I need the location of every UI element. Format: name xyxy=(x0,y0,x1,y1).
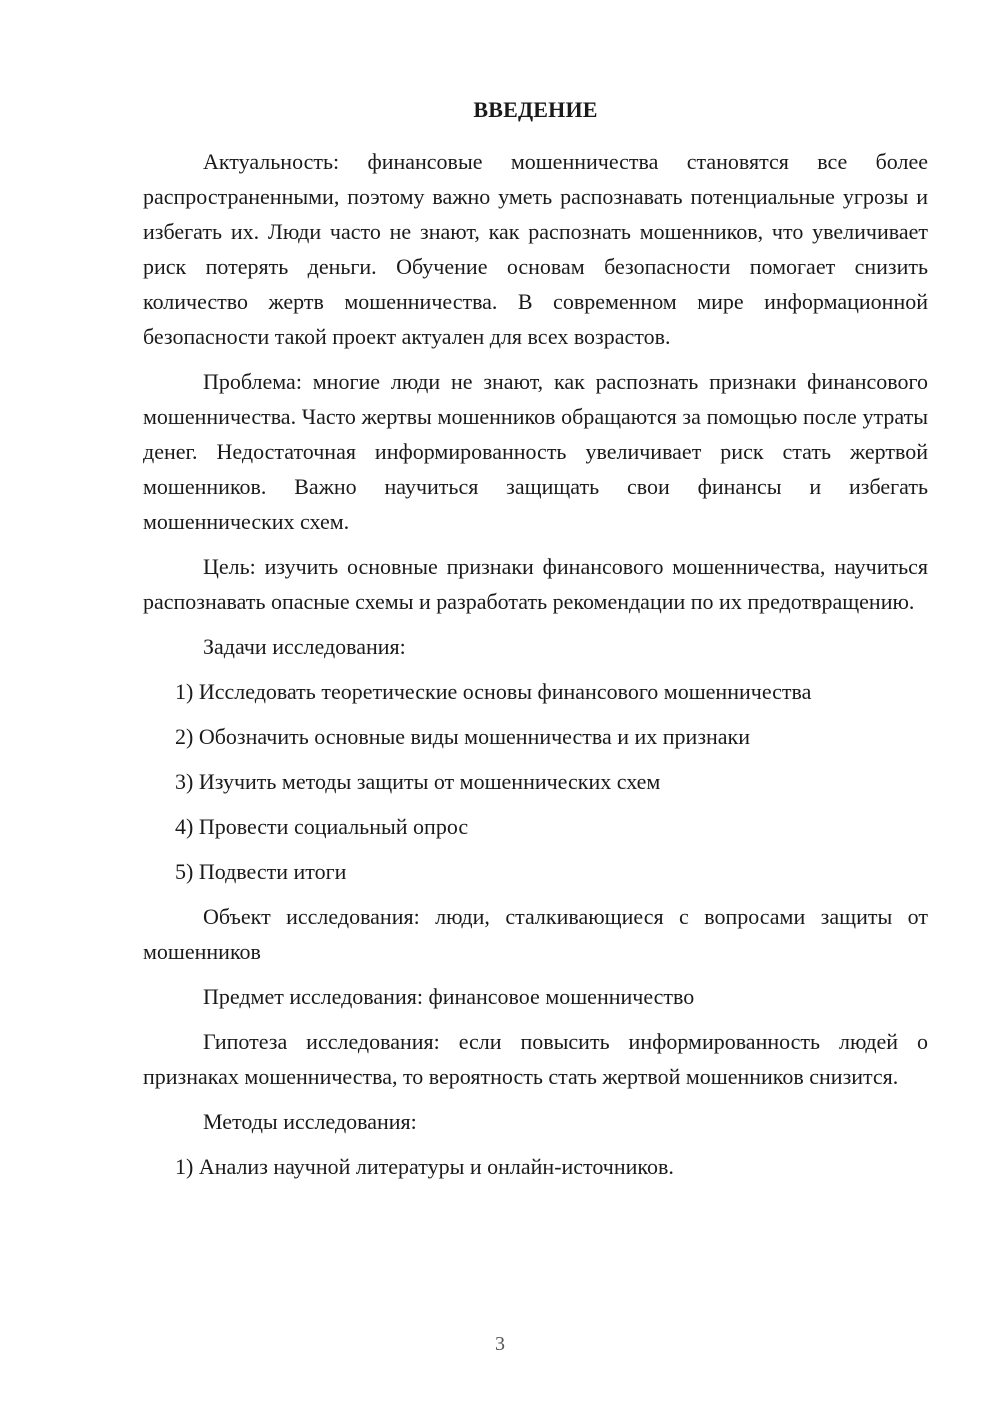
object-paragraph: Объект исследования: люди, сталкивающиеся с вопросами защиты от мошенников xyxy=(143,904,928,964)
methods-heading: Методы исследования: xyxy=(203,1109,417,1134)
methods-list xyxy=(143,1149,928,1184)
goal-paragraph: Цель: изучить основные признаки финансового мошенничества, научиться распознавать опасные схемы и разработать рекомендации по их предотвращению. xyxy=(143,554,928,614)
page-number: 3 xyxy=(495,1333,505,1355)
list-item: 4) Провести социальный опрос xyxy=(175,814,469,839)
document-page xyxy=(143,95,928,1194)
relevance-paragraph: Актуальность: финансовые мошенничества становятся все более распространенными, поэтому важно уметь распознавать потенциальные угрозы и избегать их. Люди часто не знают, как распознать мошенников, что увеличивает риск потерять деньги. Обучение основам безопасности помогает снизить количество жертв мошенничества. В современном мире информационной безопасности такой проект актуален для всех возрастов. xyxy=(143,149,928,349)
list-item: 1) Анализ научной литературы и онлайн-источников. xyxy=(175,1154,674,1179)
hypothesis-paragraph: Гипотеза исследования: если повысить информированность людей о признаках мошенничества, то вероятность стать жертвой мошенников снизится. xyxy=(143,1029,928,1089)
subject-paragraph: Предмет исследования: финансовое мошенничество xyxy=(203,984,695,1009)
list-item: 2) Обозначить основные виды мошенничества и их признаки xyxy=(175,724,751,749)
list-item: 1) Исследовать теоретические основы финансового мошенничества xyxy=(175,679,812,704)
page-title: ВВЕДЕНИЕ xyxy=(473,97,598,122)
list-item: 3) Изучить методы защиты от мошеннических схем xyxy=(175,769,661,794)
list-item: 5) Подвести итоги xyxy=(175,859,347,884)
problem-paragraph: Проблема: многие люди не знают, как распознать признаки финансового мошенничества. Часто жертвы мошенников обращаются за помощью после утраты денег. Недостаточная информированность увеличивает риск стать жертвой мошенников. Важно научиться защищать свои финансы и избегать мошеннических схем. xyxy=(143,369,928,534)
tasks-heading: Задачи исследования: xyxy=(203,634,406,659)
tasks-list xyxy=(143,674,928,889)
